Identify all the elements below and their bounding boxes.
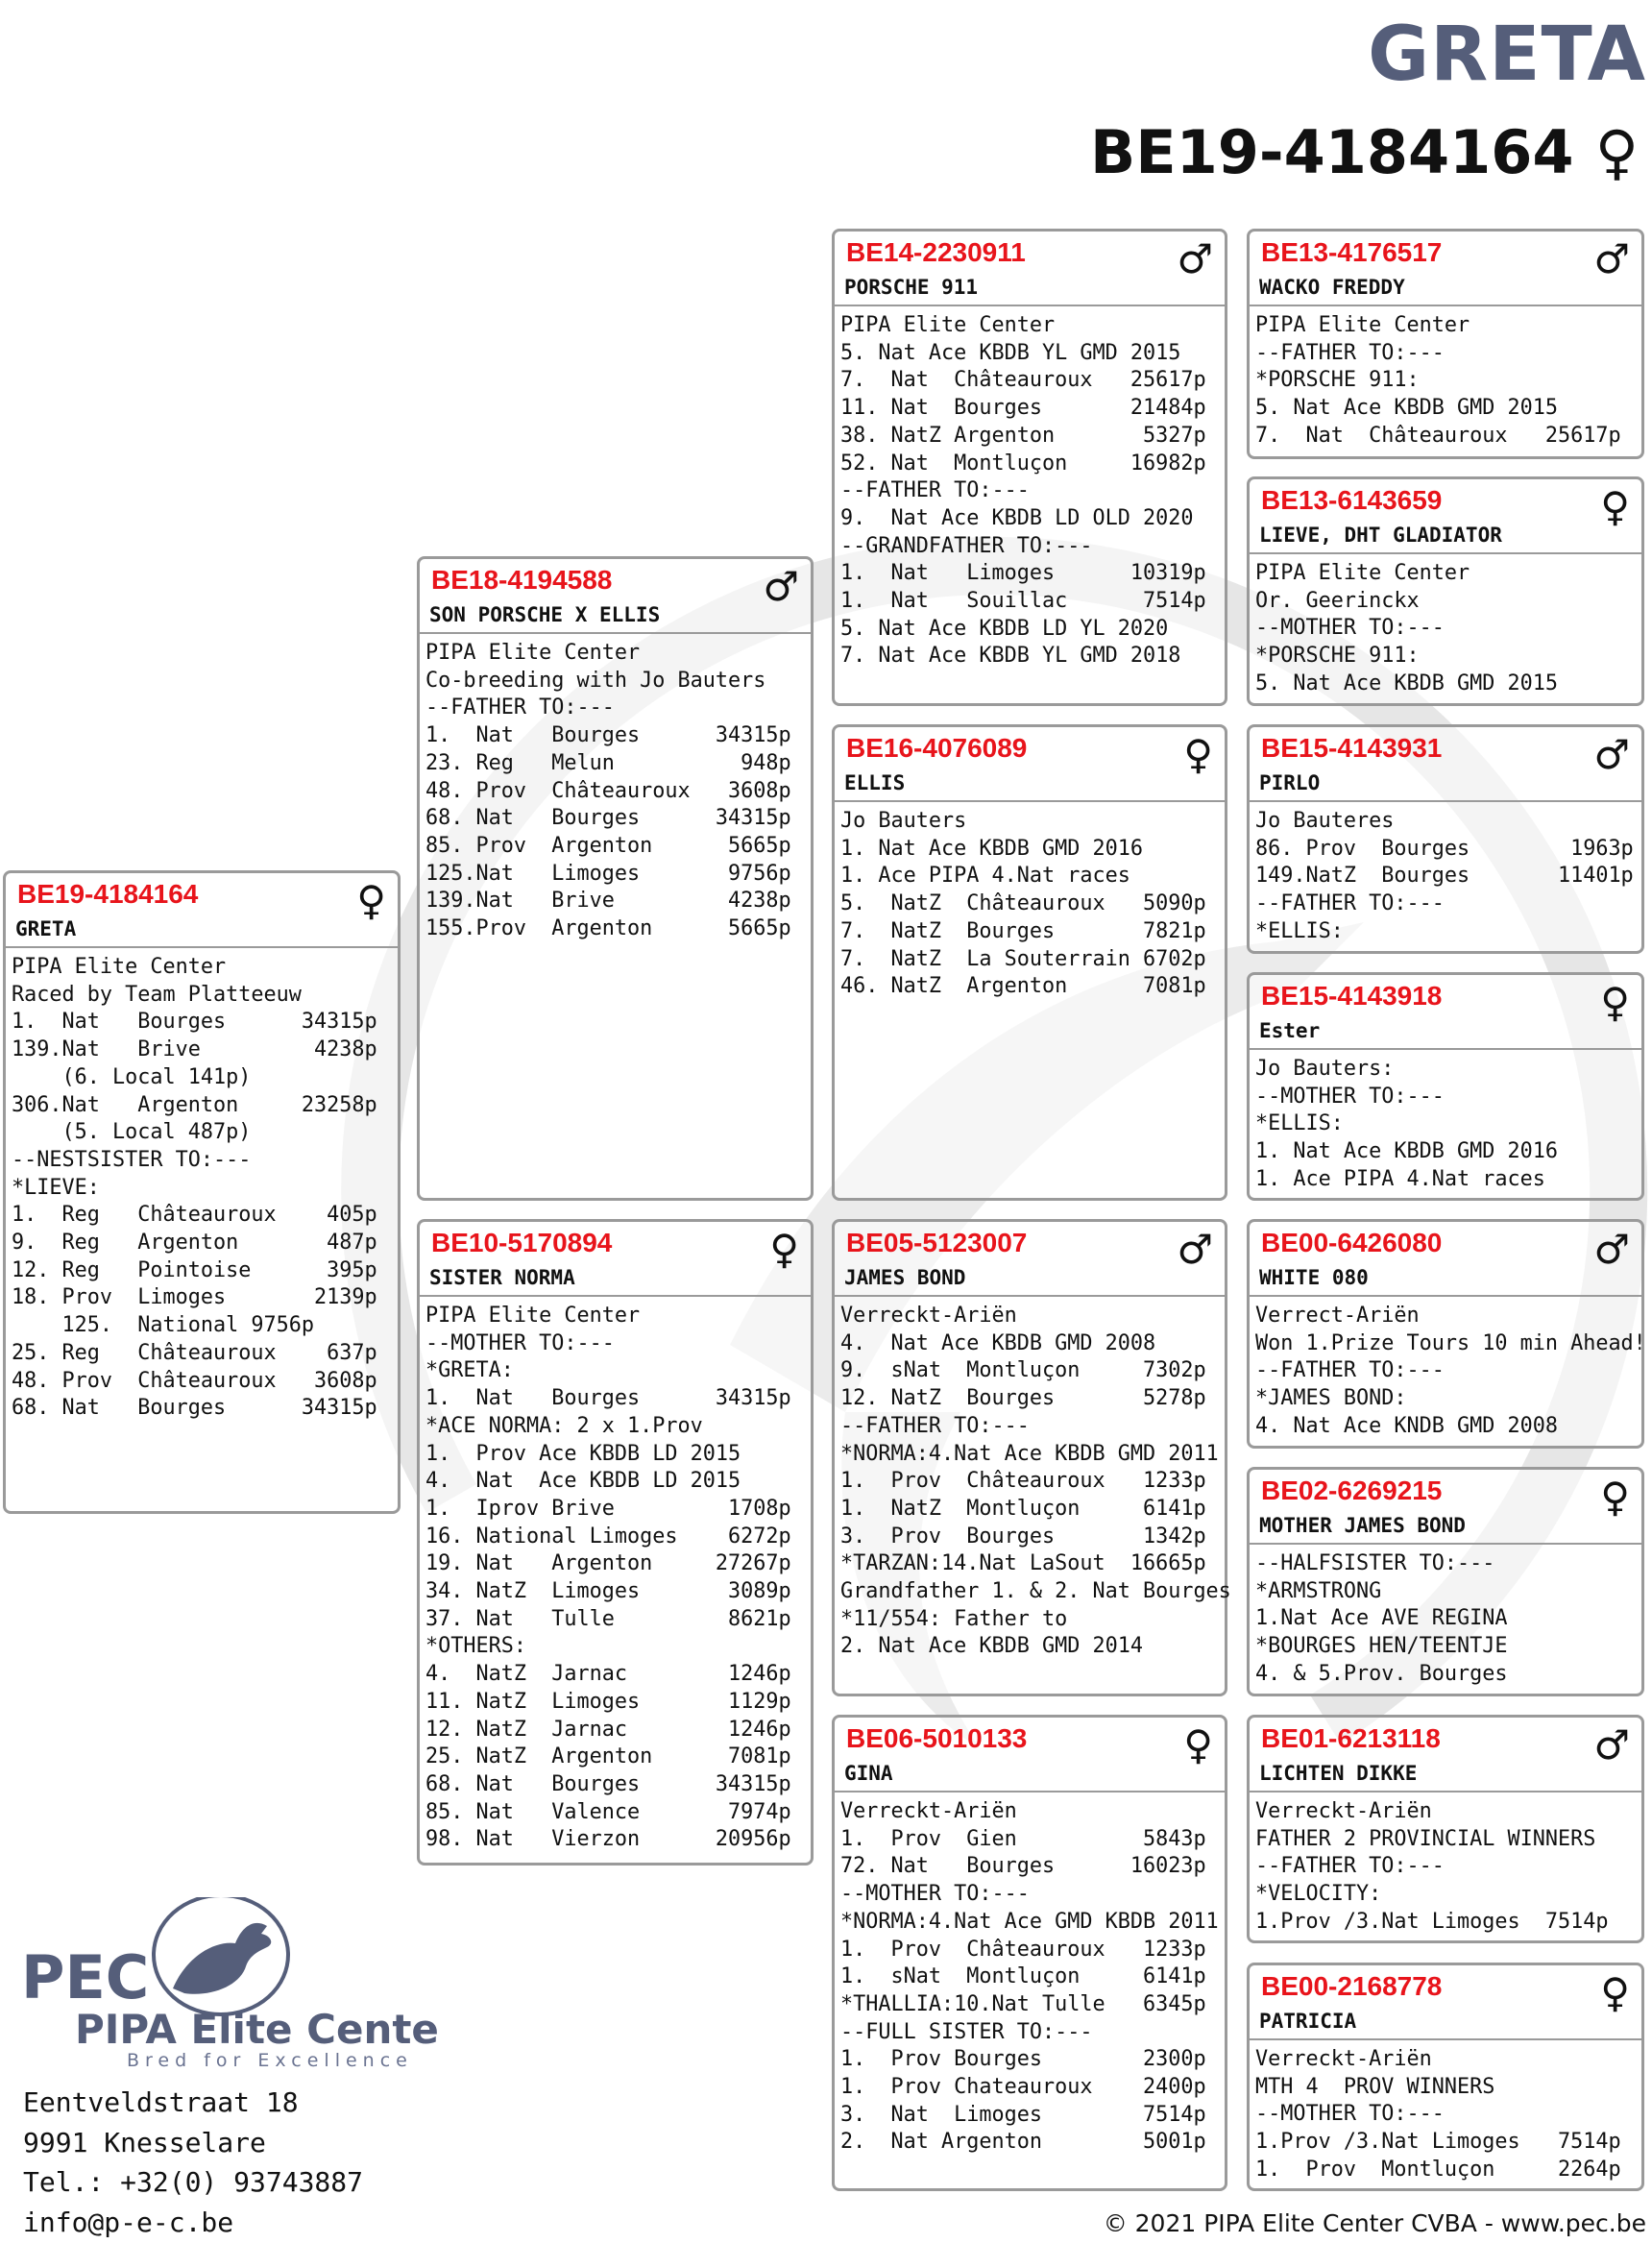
card-line: 1. NatZ Montluçon 6141p [840,1496,1206,1521]
pigeon-ring-header [1090,117,1639,187]
card-line: 7. NatZ La Souterrain 6702p [840,946,1206,971]
pigeon-name: LICHTEN DIKKE [1259,1762,1418,1785]
card-line: 18. Prov Limoges 2139p [12,1285,377,1310]
card-line: 52. Nat Montluçon 16982p [840,451,1206,476]
card-line: 7. NatZ Bourges 7821p [840,918,1206,943]
pigeon-name: WACKO FREDDY [1259,276,1405,299]
card-line: --FATHER TO:--- [1255,1854,1445,1879]
ring-number: BE00-2168778 [1261,1971,1443,2001]
card-line: 1. Nat Ace KBDB GMD 2016 [1255,1139,1558,1164]
card-line: 2. Nat Ace KBDB GMD 2014 [840,1634,1143,1659]
pigeon-name: WHITE 080 [1259,1266,1369,1289]
card-line: 1.Nat Ace AVE REGINA [1255,1606,1508,1631]
card-line: *NORMA:4.Nat Ace GMD KBDB 2011 [840,1909,1219,1934]
card-line: 1. Iprov Brive 1708p [425,1496,791,1521]
card-line: MTH 4 PROV WINNERS [1255,2074,1495,2099]
card-line: 1. Reg Châteauroux 405p [12,1203,377,1228]
card-ggp-8 [1247,1963,1644,2191]
card-line: *11/554: Father to [840,1606,1068,1631]
card-lines [6,948,398,1423]
card-line: 85. Nat Valence 7974p [425,1799,791,1824]
card-line: 9. Nat Ace KBDB LD OLD 2020 [840,505,1194,530]
sex-icon: ♀ [1600,483,1630,530]
card-line: Verreckt-Ariën [1255,2047,1432,2071]
card-line: 1. Prov Gien 5843p [840,1826,1206,1851]
card-line: Co-breeding with Jo Bauters [425,668,766,693]
card-line: 4. Nat Ace KBDB GMD 2008 [840,1330,1156,1355]
card-line: 1.Prov /3.Nat Limoges 7514p [1255,1909,1609,1934]
card-line: 38. NatZ Argenton 5327p [840,423,1206,448]
card-line: --FATHER TO:--- [1255,891,1445,916]
card-line: 19. Nat Argenton 27267p [425,1551,791,1576]
card-line: 3. Prov Bourges 1342p [840,1524,1206,1549]
sex-icon: ♀ [1600,1969,1630,2016]
sex-icon: ♂ [1177,235,1213,282]
pigeon-name: Ester [1259,1019,1321,1042]
sex-icon: ♀ [1183,1721,1213,1768]
card-line: 68. Nat Bourges 34315p [12,1396,377,1421]
card-line: *BOURGES HEN/TEENTJE [1255,1634,1508,1659]
card-line: 4. NatZ Jarnac 1246p [425,1662,791,1687]
sex-icon: ♂ [1177,1226,1213,1273]
card-line: 3. Nat Limoges 7514p [840,2102,1206,2127]
pigeon-name-title: GRETA [1368,12,1646,98]
card-line: --FATHER TO:--- [1255,1358,1445,1383]
pigeon-name: GINA [844,1762,893,1785]
card-line: *ACE NORMA: 2 x 1.Prov [425,1413,703,1438]
card-line: *ARMSTRONG [1255,1578,1382,1603]
ring-number: BE19-4184164 [1089,117,1574,187]
card-line: --FULL SISTER TO:--- [840,2019,1093,2044]
card-line: *TARZAN:14.Nat LaSout 16665p [840,1551,1206,1576]
pec-logo [19,1897,442,2074]
card-line: 25. Reg Châteauroux 637p [12,1340,377,1365]
card-line: --MOTHER TO:--- [425,1330,615,1355]
card-line: Verreckt-Ariën [840,1799,1017,1823]
card-line: 1. sNat Montluçon 6141p [840,1964,1206,1989]
card-line: 1. Nat Limoges 10319p [840,561,1206,586]
card-line: 23. Reg Melun 948p [425,750,791,775]
card-line: *ELLIS: [1255,1111,1344,1136]
ring-number: BE13-6143659 [1261,485,1443,515]
card-line: 1. Ace PIPA 4.Nat races [840,864,1130,889]
ring-number: BE05-5123007 [846,1228,1028,1257]
address-street: Eentveldstraat 18 [23,2086,299,2118]
ring-number: BE16-4076089 [846,733,1028,763]
card-line: 12. NatZ Bourges 5278p [840,1386,1206,1411]
sex-icon: ♂ [1593,1721,1630,1768]
card-line: *JAMES BOND: [1255,1386,1407,1411]
ring-number: BE15-4143931 [1261,733,1443,763]
card-line: --MOTHER TO:--- [1255,616,1445,641]
card-lines [835,306,1225,671]
card-line: 5. Nat Ace KBDB GMD 2015 [1255,396,1558,421]
card-line: 12. NatZ Jarnac 1246p [425,1717,791,1742]
copyright-footer: © 2021 PIPA Elite Center CVBA - www.pec.be [1103,2209,1646,2237]
card-line: *THALLIA:10.Nat Tulle 6345p [840,1991,1206,2016]
card-ggp-5 [1247,1219,1644,1449]
card-line: --MOTHER TO:--- [1255,2102,1445,2127]
card-line: --MOTHER TO:--- [840,1882,1030,1907]
sex-icon: ♂ [1593,235,1630,282]
card-grandsire-paternal [832,229,1227,706]
card-line: 5. NatZ Châteauroux 5090p [840,891,1206,916]
sex-icon: ♀ [1600,979,1630,1026]
card-line: 1. Nat Souillac 7514p [840,589,1206,614]
card-line: Or. Geerinckx [1255,588,1420,613]
logo-mark: PEC [21,1942,150,2012]
address-phone: Tel.: +32(0) 93743887 [23,2166,364,2198]
card-line: 4. Nat Ace KBDB LD 2015 [425,1469,741,1494]
card-line: 5. Nat Ace KBDB LD YL 2020 [840,616,1169,641]
card-line: 2. Nat Argenton 5001p [840,2130,1206,2155]
card-line: 9. Reg Argenton 487p [12,1231,377,1256]
card-lines [1250,1297,1646,1441]
card-line: 1. Prov Châteauroux 1233p [840,1937,1206,1962]
card-line: --HALFSISTER TO:--- [1255,1551,1495,1575]
card-line: --FATHER TO:--- [425,695,615,720]
ring-number: BE06-5010133 [846,1723,1028,1753]
card-line: PIPA Elite Center [425,1304,641,1328]
card-line: Jo Bauteres [1255,809,1395,833]
card-line: 11. NatZ Limoges 1129p [425,1689,791,1714]
card-lines [1250,1545,1641,1689]
ring-number: BE10-5170894 [431,1228,613,1257]
card-line: 149.NatZ Bourges 11401p [1255,864,1634,889]
card-line: 48. Prov Châteauroux 3608p [425,778,791,803]
card-line: 48. Prov Châteauroux 3608p [12,1368,377,1393]
card-line: Jo Bauters: [1255,1057,1395,1081]
card-line: Verrect-Ariën [1255,1304,1420,1328]
pigeon-name: PIRLO [1259,771,1321,794]
card-line: *NORMA:4.Nat Ace KBDB GMD 2011 [840,1441,1219,1466]
pigeon-name: LIEVE, DHT GLADIATOR [1259,524,1502,547]
card-line: --NESTSISTER TO:--- [12,1147,252,1172]
card-lines [835,1297,1231,1661]
card-line: 1. Nat Bourges 34315p [425,723,791,748]
card-line: 46. NatZ Argenton 7081p [840,974,1206,999]
card-line: FATHER 2 PROVINCIAL WINNERS [1255,1826,1596,1851]
pigeon-name: SISTER NORMA [429,1266,575,1289]
address-block [23,2083,363,2242]
card-lines [1250,554,1641,698]
logo-tagline: Bred for Excellence [127,2050,413,2070]
card-granddam-paternal [832,724,1227,1201]
card-line: 9. sNat Montluçon 7302p [840,1358,1206,1383]
card-line: Grandfather 1. & 2. Nat Bourges [840,1579,1231,1604]
card-line: *LIEVE: [12,1175,100,1200]
card-line: 7. Nat Châteauroux 25617p [1255,423,1621,448]
ring-number: BE14-2230911 [846,237,1026,267]
card-lines [420,634,811,943]
card-line: 34. NatZ Limoges 3089p [425,1579,791,1604]
card-line: --MOTHER TO:--- [1255,1084,1445,1109]
card-lines [1250,1792,1641,1937]
pigeon-name: GRETA [15,917,77,940]
card-line: Jo Bauters [840,809,967,833]
card-lines [835,802,1225,1001]
pigeon-name: MOTHER JAMES BOND [1259,1514,1466,1537]
card-line: --FATHER TO:--- [1255,340,1445,365]
card-line: 4. Nat Ace KNDB GMD 2008 [1255,1413,1558,1438]
sex-icon: ♂ [1593,731,1630,778]
card-grandsire-maternal [832,1219,1231,1696]
female-icon: ♀ [1594,117,1639,187]
card-line: 72. Nat Bourges 16023p [840,1854,1206,1879]
card-line: 68. Nat Bourges 34315p [425,1771,791,1796]
card-line: PIPA Elite Center [1255,561,1470,585]
card-line: 7. Nat Ace KBDB YL GMD 2018 [840,644,1181,669]
card-line: 139.Nat Brive 4238p [12,1037,377,1062]
pigeon-name: ELLIS [844,771,906,794]
card-line: *OTHERS: [425,1634,526,1659]
card-subject [3,870,401,1514]
ring-number: BE15-4143918 [1261,981,1443,1011]
card-line: 1. Prov Chateauroux 2400p [840,2075,1206,2100]
card-line: PIPA Elite Center [840,313,1056,337]
card-ggp-3 [1247,724,1644,954]
ring-number: BE13-4176517 [1261,237,1443,267]
ring-number: BE19-4184164 [17,879,199,909]
card-line: 1. Prov Bourges 2300p [840,2047,1206,2072]
card-line: 11. Nat Bourges 21484p [840,396,1206,421]
card-line: PIPA Elite Center [425,641,641,665]
card-line: *PORSCHE 911: [1255,644,1420,669]
address-city: 9991 Knesselare [23,2126,266,2158]
ring-number: BE01-6213118 [1261,1723,1441,1753]
card-line: 1. Nat Ace KBDB GMD 2016 [840,836,1143,861]
card-line: 16. National Limoges 6272p [425,1524,791,1549]
card-line: *PORSCHE 911: [1255,368,1420,393]
card-line: 125.Nat Limoges 9756p [425,861,791,886]
logo-name: PIPA Elite Center [75,2006,442,2053]
card-line: 85. Prov Argenton 5665p [425,833,791,858]
card-line: *VELOCITY: [1255,1882,1382,1907]
card-granddam-maternal [832,1715,1227,2191]
pigeon-name: PATRICIA [1259,2010,1357,2033]
card-line: 37. Nat Tulle 8621p [425,1606,791,1631]
card-ggp-4 [1247,972,1644,1201]
pigeon-name: PORSCHE 911 [844,276,979,299]
card-ggp-2 [1247,476,1644,706]
card-lines [1250,2040,1641,2184]
card-line: (5. Local 487p) [12,1120,252,1145]
card-line: 5. Nat Ace KBDB YL GMD 2015 [840,340,1181,365]
card-line: 1. Prov Ace KBDB LD 2015 [425,1441,741,1466]
card-line: Raced by Team Platteeuw [12,982,302,1007]
card-line: PIPA Elite Center [1255,313,1470,337]
card-line: *GRETA: [425,1358,514,1383]
card-line: 155.Prov Argenton 5665p [425,916,791,941]
card-line: 1. Prov Montluçon 2264p [1255,2157,1621,2182]
card-line: *ELLIS: [1255,918,1344,943]
card-ggp-1 [1247,229,1644,459]
sex-icon: ♂ [763,563,799,610]
card-line: 98. Nat Vierzon 20956p [425,1827,791,1852]
card-line: 1. Ace PIPA 4.Nat races [1255,1166,1545,1191]
sex-icon: ♀ [1183,731,1213,778]
card-line: 25. NatZ Argenton 7081p [425,1744,791,1769]
sex-icon: ♂ [1593,1226,1630,1273]
sex-icon: ♀ [1600,1474,1630,1521]
sex-icon: ♀ [356,877,386,924]
card-line: 5. Nat Ace KBDB GMD 2015 [1255,671,1558,695]
card-line: Won 1.Prize Tours 10 min Ahead! [1255,1330,1646,1355]
card-lines [1250,1050,1641,1194]
address-email: info@p-e-c.be [23,2206,234,2238]
card-line: 12. Reg Pointoise 395p [12,1257,377,1282]
card-line: Verreckt-Ariën [1255,1799,1432,1823]
card-line: Verreckt-Ariën [840,1304,1017,1328]
card-line: 7. Nat Châteauroux 25617p [840,368,1206,393]
ring-number: BE18-4194588 [431,565,613,595]
card-line: PIPA Elite Center [12,955,227,979]
card-line: 68. Nat Bourges 34315p [425,806,791,831]
pigeon-name: SON PORSCHE X ELLIS [429,603,661,626]
card-line: 86. Prov Bourges 1963p [1255,836,1634,861]
pigeon-name: JAMES BOND [844,1266,966,1289]
card-line: (6. Local 141p) [12,1064,252,1089]
card-line: --FATHER TO:--- [840,1413,1030,1438]
card-lines [835,1792,1225,2157]
pigeon-logo-icon [19,1897,442,2070]
card-ggp-7 [1247,1715,1644,1943]
card-line: 125. National 9756p [12,1313,314,1338]
ring-number: BE00-6426080 [1261,1228,1443,1257]
ring-number: BE02-6269215 [1261,1475,1443,1505]
card-line: 1. Nat Bourges 34315p [12,1010,377,1035]
card-line: 1. Nat Bourges 34315p [425,1386,791,1411]
card-dam [417,1219,814,1866]
card-line: 4. & 5.Prov. Bourges [1255,1661,1508,1686]
card-line: 1.Prov /3.Nat Limoges 7514p [1255,2130,1621,2155]
card-lines [1250,802,1641,946]
card-lines [1250,306,1641,451]
card-line: 139.Nat Brive 4238p [425,889,791,914]
card-line: 306.Nat Argenton 23258p [12,1092,377,1117]
card-lines [420,1297,811,1854]
card-sire [417,556,814,1201]
sex-icon: ♀ [769,1226,799,1273]
card-line: 1. Prov Châteauroux 1233p [840,1469,1206,1494]
card-ggp-6 [1247,1467,1644,1696]
card-line: --GRANDFATHER TO:--- [840,533,1093,558]
card-line: --FATHER TO:--- [840,478,1030,503]
